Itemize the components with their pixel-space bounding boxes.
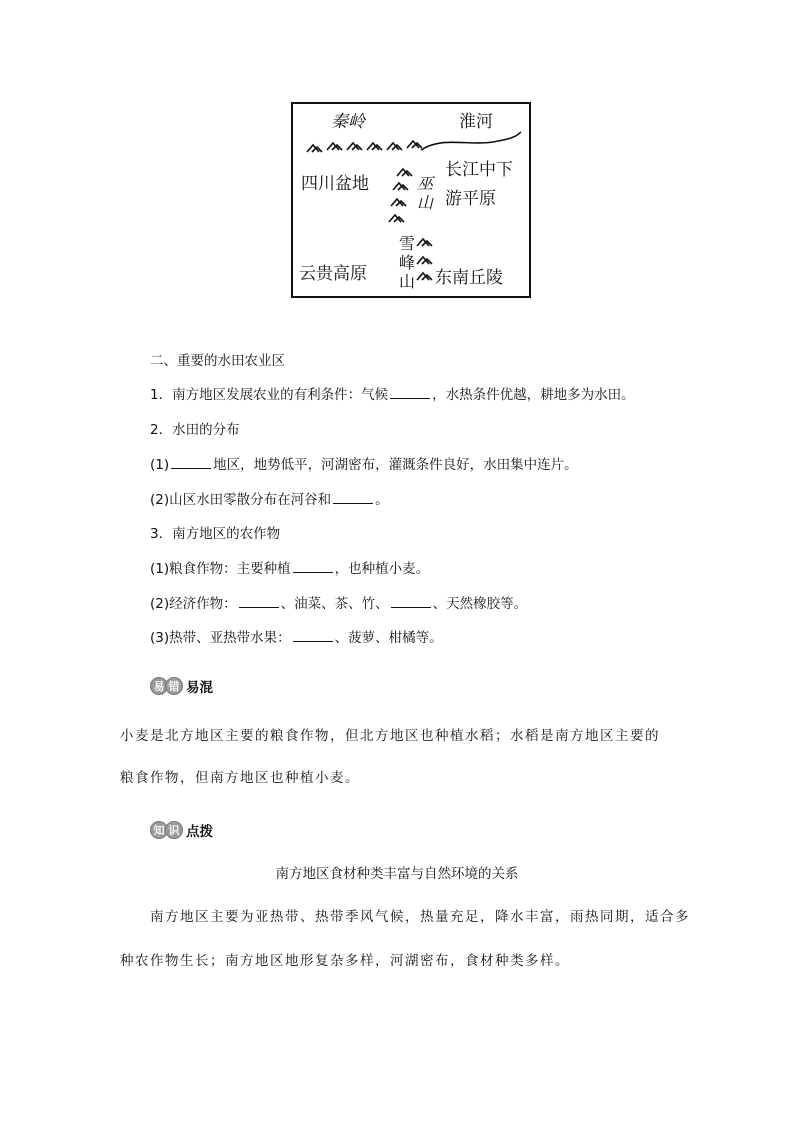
badge-tail: 点拨 <box>186 824 213 840</box>
fill-blank[interactable] <box>333 502 373 504</box>
error-prone-badge <box>150 676 213 696</box>
note2-line2: 种农作物生长；南方地区地形复杂多样，河湖密布，食材种类多样。 <box>120 953 570 969</box>
item3-3-suffix: 、菠萝、柑橘等。 <box>334 630 443 646</box>
fill-blank[interactable] <box>293 640 333 642</box>
item3-2-suffix: 、天然橡胶等。 <box>432 596 528 612</box>
badge-char-2: 识 <box>165 821 183 839</box>
huaihe-label: 淮河 <box>459 112 493 132</box>
sichuan-basin-label: 四川盆地 <box>301 174 369 194</box>
item2-2-prefix: (2)山区水田零散分布在河谷和 <box>150 492 332 508</box>
item1-suffix: ，水热条件优越，耕地多为水田。 <box>432 387 635 403</box>
item2-1-suffix: 地区，地势低平，河湖密布，灌溉条件良好，水田集中连片。 <box>213 457 578 473</box>
changjiang-plain-label-2: 游平原 <box>445 189 496 209</box>
item3-3-prefix: (3)热带、亚热带水果： <box>150 630 291 646</box>
section-heading: 二、重要的水田农业区 <box>150 353 285 369</box>
fill-blank[interactable] <box>390 397 430 399</box>
yungui-plateau-label: 云贵高原 <box>299 264 367 284</box>
note1-line2: 粮食作物，但南方地区也种植小麦。 <box>120 770 360 786</box>
xuefeng-label: 雪峰山 <box>399 234 416 291</box>
item3-1-suffix: ，也种植小麦。 <box>334 561 430 577</box>
item3-2-middle: 、油菜、茶、竹、 <box>280 596 389 612</box>
item2-heading: 2．水田的分布 <box>150 422 240 438</box>
item2-2-suffix: 。 <box>375 492 389 508</box>
changjiang-plain-label-1: 长江中下 <box>445 160 513 180</box>
wushan-label: 巫山 <box>417 174 434 212</box>
item3-1-prefix: (1)粮食作物：主要种植 <box>150 561 291 577</box>
note2-line1: 南方地区主要为亚热带、热带季风气候，热量充足，降水丰富，雨热同期，适合多 <box>150 909 690 925</box>
fill-blank[interactable] <box>293 571 333 573</box>
badge-char-1: 易 <box>150 677 168 695</box>
item2-1-prefix: (1) <box>150 457 170 473</box>
qinling-label: 秦岭 <box>331 112 365 132</box>
badge-char-2: 错 <box>165 677 183 695</box>
item1-prefix: 1．南方地区发展农业的有利条件：气候 <box>150 387 389 403</box>
terrain-map <box>291 102 531 298</box>
fill-blank[interactable] <box>391 606 431 608</box>
note1-line1: 小麦是北方地区主要的粮食作物，但北方地区也种植水稻；水稻是南方地区主要的 <box>120 728 660 744</box>
item3-heading: 3．南方地区的农作物 <box>150 526 281 542</box>
badge-tail: 易混 <box>186 680 213 696</box>
badge-char-1: 知 <box>150 821 168 839</box>
knowledge-badge <box>150 820 213 840</box>
item3-2 <box>150 598 527 612</box>
southeast-hills-label: 东南丘陵 <box>435 268 503 288</box>
fill-blank[interactable] <box>239 606 279 608</box>
item3-2-prefix: (2)经济作物： <box>150 596 237 612</box>
note2-title: 南方地区食材种类丰富与自然环境的关系 <box>275 866 519 882</box>
item1 <box>150 389 635 403</box>
item2-1 <box>150 459 578 473</box>
item2-2 <box>150 494 389 508</box>
fill-blank[interactable] <box>171 467 211 469</box>
item3-1 <box>150 563 429 577</box>
item3-3 <box>150 632 443 646</box>
